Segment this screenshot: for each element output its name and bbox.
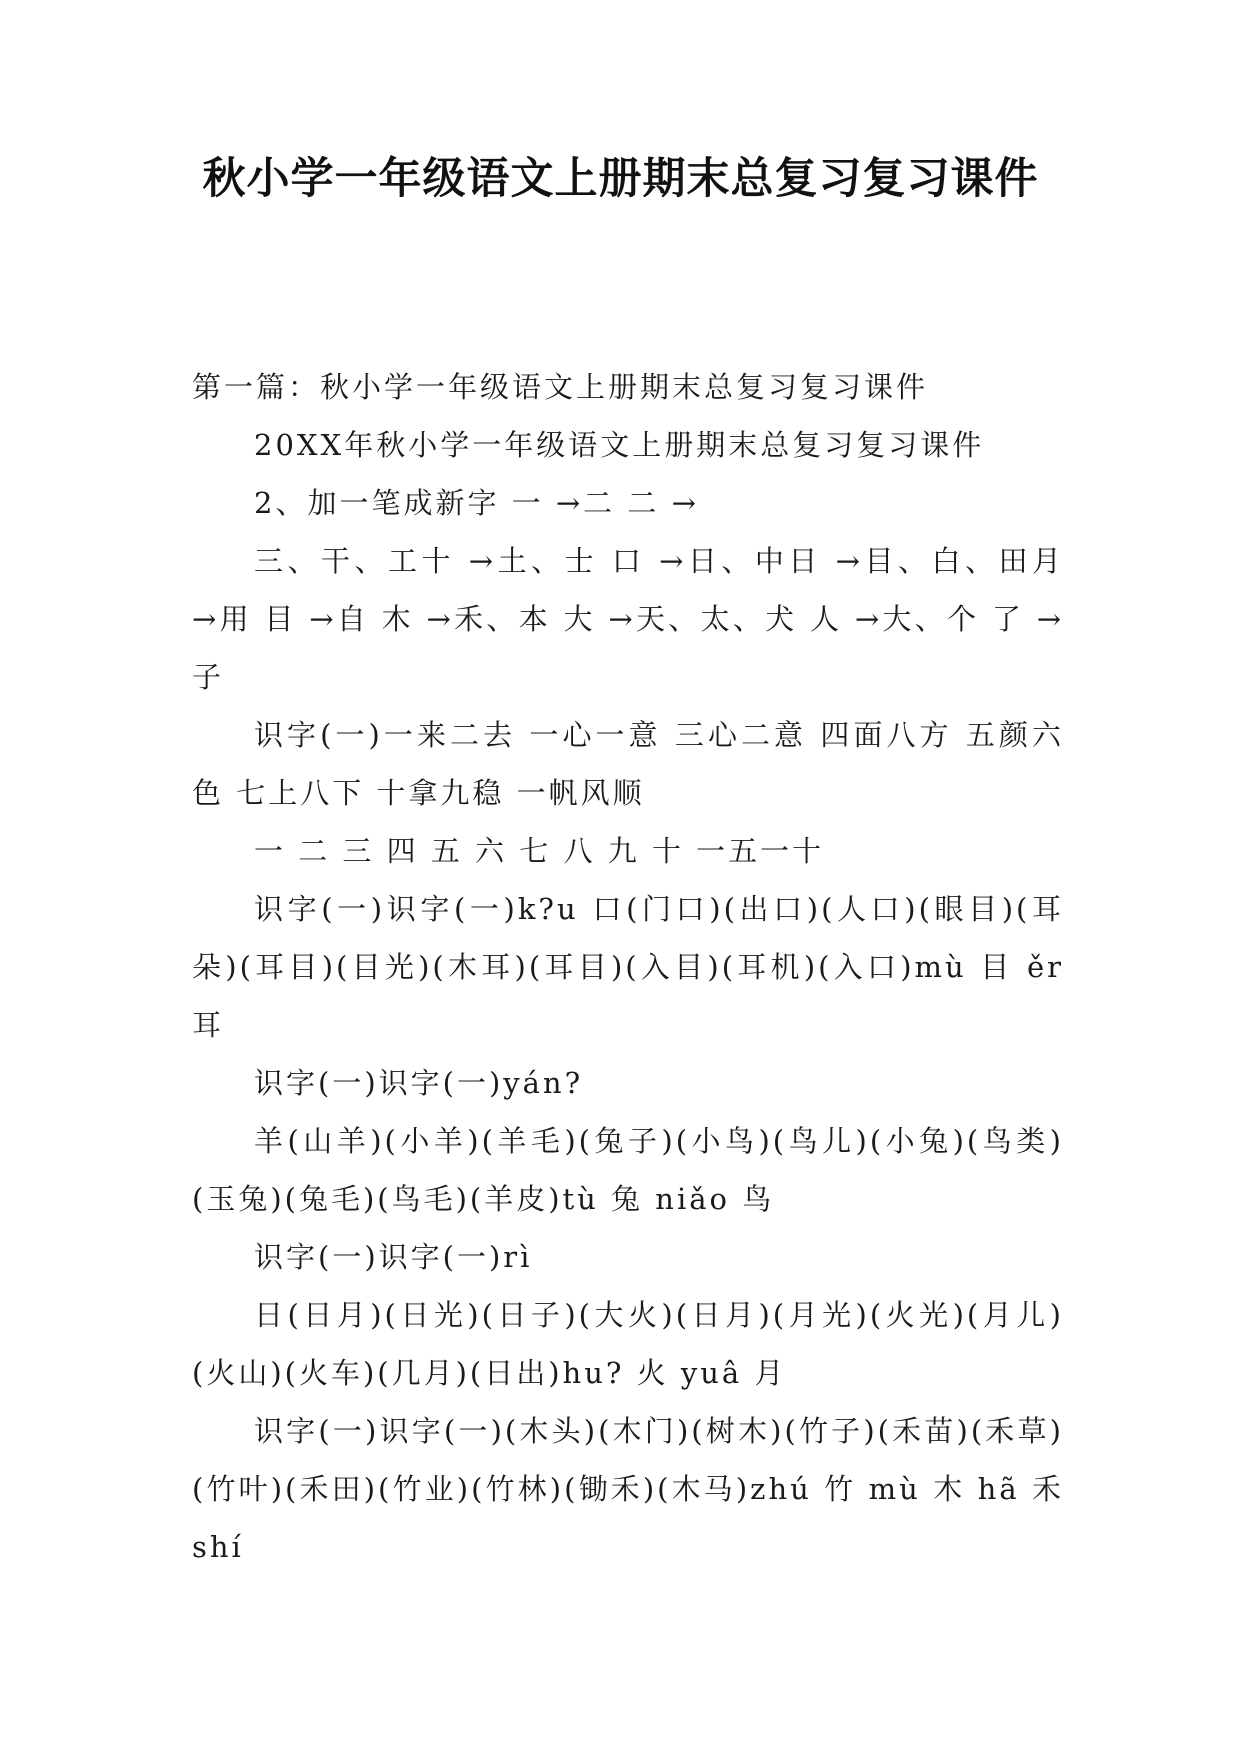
paragraph: 识字(一)识字(一)(木头)(木门)(树木)(竹子)(禾苗)(禾草)(竹叶)(禾田)(竹业)(竹林)(锄禾)(木马)zhú 竹 mù 木 hã 禾 shí xyxy=(192,1414,1064,1564)
paragraph: 一 二 三 四 五 六 七 八 九 十 一五一十 xyxy=(254,834,825,868)
paragraph: 羊(山羊)(小羊)(羊毛)(兔子)(小鸟)(鸟儿)(小兔)(鸟类)(玉兔)(兔毛)(鸟毛)(羊皮)tù 兔 niǎo 鸟 xyxy=(192,1124,1064,1216)
document-title: 秋小学一年级语文上册期末总复习复习课件 xyxy=(202,154,1039,204)
paragraph: 2、加一笔成新字 一 →二 二 → xyxy=(254,486,699,520)
paragraph: 三、干、工十 →土、士 口 →日、中日 →目、白、田月 →用 目 →自 木 →禾、本 大 →天、太、犬 人 →大、个 了 →子 xyxy=(192,544,1064,694)
paragraph: 识字(一)识字(一)k?u 口(门口)(出口)(人口)(眼目)(耳朵)(耳目)(目光)(木耳)(耳目)(入目)(耳机)(入口)mù 目 ěr 耳 xyxy=(192,892,1064,1042)
paragraph-subtitle: 20XX年秋小学一年级语文上册期末总复习复习课件 xyxy=(254,428,985,462)
paragraph: 识字(一)一来二去 一心一意 三心二意 四面八方 五颜六色 七上八下 十拿九稳 一帆风顺 xyxy=(192,718,1064,810)
document-body xyxy=(192,358,1064,1576)
paragraph: 识字(一)识字(一)rì xyxy=(254,1240,533,1274)
paragraph-heading: 第一篇：秋小学一年级语文上册期末总复习复习课件 xyxy=(192,370,929,404)
paragraph: 识字(一)识字(一)yán? xyxy=(254,1066,584,1100)
paragraph: 日(日月)(日光)(日子)(大火)(日月)(月光)(火光)(月儿)(火山)(火车)(几月)(日出)hu? 火 yuâ 月 xyxy=(192,1298,1064,1390)
